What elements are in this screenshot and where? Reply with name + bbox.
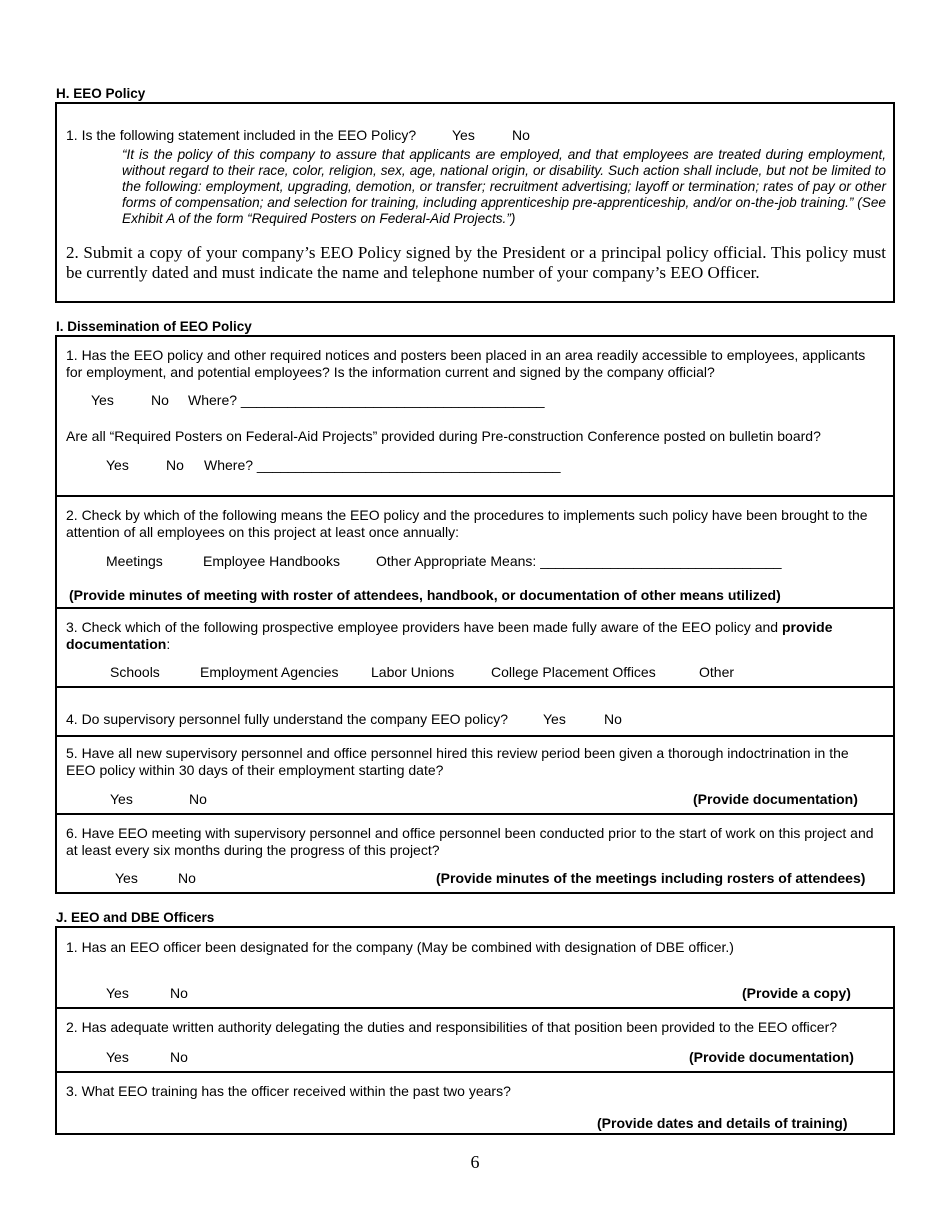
i-q1-text: 1. Has the EEO policy and other required notices and posters been placed in an area readily accessible to employees, applicants for employment, and potential employees? Is the information current and signed by the company official?	[66, 347, 866, 380]
j-q1-note: (Provide a copy)	[742, 985, 851, 1001]
section-h-box	[55, 102, 895, 303]
j-divider-1	[57, 1007, 893, 1009]
i-q5-note: (Provide documentation)	[693, 791, 858, 807]
page-number: 6	[470, 1152, 480, 1172]
i-q2-text: 2. Check by which of the following means the EEO policy and the procedures to implements such policy have been brought to the attention of all employees on this project at least once annually:	[66, 507, 868, 540]
h-q2-text: 2. Submit a copy of your company’s EEO Policy signed by the President or a principal policy official. This policy must be currently dated and must indicate the name and telephone number of your company’s EEO Officer.	[66, 243, 886, 282]
i-divider-2	[57, 607, 893, 609]
j-q1-text: 1. Has an EEO officer been designated for the company (May be combined with designation of DBE officer.)	[66, 939, 734, 955]
i-q1-where-field[interactable]: Where? _______________________________________	[188, 392, 545, 408]
i-q3-text-bold: provide documentation	[66, 619, 833, 652]
i-divider-5	[57, 813, 893, 815]
h-policy-quote: “It is the policy of this company to assure that applicants are employed, and that employees are treated during employment, without regard to their race, color, religion, sex, age, national origin, or disability. Such action shall include, but not be limited to the following: employment, upgrading, demotion, or transfer; recruitment advertising; layoff or termination; rates of pay or other forms of compensation; and selection for training, including apprenticeship pre-apprenticeship, and/or on-the-job training.” (See Exhibit A of the form “Required Posters on Federal-Aid Projects.”)	[122, 147, 886, 226]
h-q1-yes-option[interactable]: Yes	[452, 127, 475, 143]
j-q2-note: (Provide documentation)	[689, 1049, 854, 1065]
i-q5-no-option[interactable]: No	[189, 791, 207, 807]
i-q1-no-option[interactable]: No	[151, 392, 169, 408]
i-q2-other-means-field[interactable]: Other Appropriate Means: _______________________________	[376, 553, 782, 569]
j-q3-note: (Provide dates and details of training)	[597, 1115, 848, 1131]
i-q6-note: (Provide minutes of the meetings including rosters of attendees)	[436, 870, 866, 886]
i-q6-text: 6. Have EEO meeting with supervisory personnel and office personnel been conducted prior to the start of work on this project and at least every six months during the progress of this project?	[66, 825, 874, 858]
i-divider-3	[57, 686, 893, 688]
j-q2-text: 2. Has adequate written authority delegating the duties and responsibilities of that position been provided to the EEO officer?	[66, 1019, 838, 1035]
i-q3-text-main: 3. Check which of the following prospective employee providers have been made fully aware of the EEO policy and	[66, 619, 782, 635]
i-q6-yes-option[interactable]: Yes	[115, 870, 138, 886]
i-q3-option-employment-agencies[interactable]: Employment Agencies	[200, 664, 339, 680]
i-q3-option-schools[interactable]: Schools	[110, 664, 160, 680]
j-q2-yes-option[interactable]: Yes	[106, 1049, 129, 1065]
i-q5-yes-option[interactable]: Yes	[110, 791, 133, 807]
j-q3-text: 3. What EEO training has the officer received within the past two years?	[66, 1083, 511, 1099]
j-q1-no-option[interactable]: No	[170, 985, 188, 1001]
i-q4-text: 4. Do supervisory personnel fully understand the company EEO policy?	[66, 711, 509, 727]
i-q1b-no-option[interactable]: No	[166, 457, 184, 473]
i-q4-yes-option[interactable]: Yes	[543, 711, 566, 727]
i-q3-text	[66, 619, 881, 652]
i-q5-text: 5. Have all new supervisory personnel and office personnel hired this review period been given a thorough indoctrination in the EEO policy within 30 days of their employment starting date?	[66, 745, 849, 778]
i-q1-yes-option[interactable]: Yes	[91, 392, 114, 408]
section-j-box	[55, 926, 895, 1135]
j-q2-no-option[interactable]: No	[170, 1049, 188, 1065]
i-q2-note: (Provide minutes of meeting with roster of attendees, handbook, or documentation of other means utilized)	[69, 587, 781, 603]
i-q4-no-option[interactable]: No	[604, 711, 622, 727]
j-divider-2	[57, 1071, 893, 1073]
section-j-heading: J. EEO and DBE Officers	[56, 910, 215, 925]
section-i-box	[55, 335, 895, 894]
section-h-heading: H. EEO Policy	[56, 86, 146, 101]
i-q6-no-option[interactable]: No	[178, 870, 196, 886]
i-q3-text-colon: :	[166, 635, 171, 652]
i-q1b-where-field[interactable]: Where? _______________________________________	[204, 457, 561, 473]
i-divider-1	[57, 495, 893, 497]
i-q2-meetings-option[interactable]: Meetings	[106, 553, 163, 569]
h-q1-text: 1. Is the following statement included in the EEO Policy?	[66, 127, 417, 143]
i-q1b-text: Are all “Required Posters on Federal-Aid Projects” provided during Pre-construction Conference posted on bulletin board?	[66, 428, 821, 444]
h-q1-no-option[interactable]: No	[512, 127, 530, 143]
i-q2-handbooks-option[interactable]: Employee Handbooks	[203, 553, 340, 569]
i-q3-option-labor-unions[interactable]: Labor Unions	[371, 664, 455, 680]
i-divider-4	[57, 735, 893, 737]
i-q1b-yes-option[interactable]: Yes	[106, 457, 129, 473]
i-q3-option-college-placement[interactable]: College Placement Offices	[491, 664, 656, 680]
i-q3-option-other[interactable]: Other	[699, 664, 735, 680]
section-i-heading: I. Dissemination of EEO Policy	[56, 319, 252, 334]
j-q1-yes-option[interactable]: Yes	[106, 985, 129, 1001]
